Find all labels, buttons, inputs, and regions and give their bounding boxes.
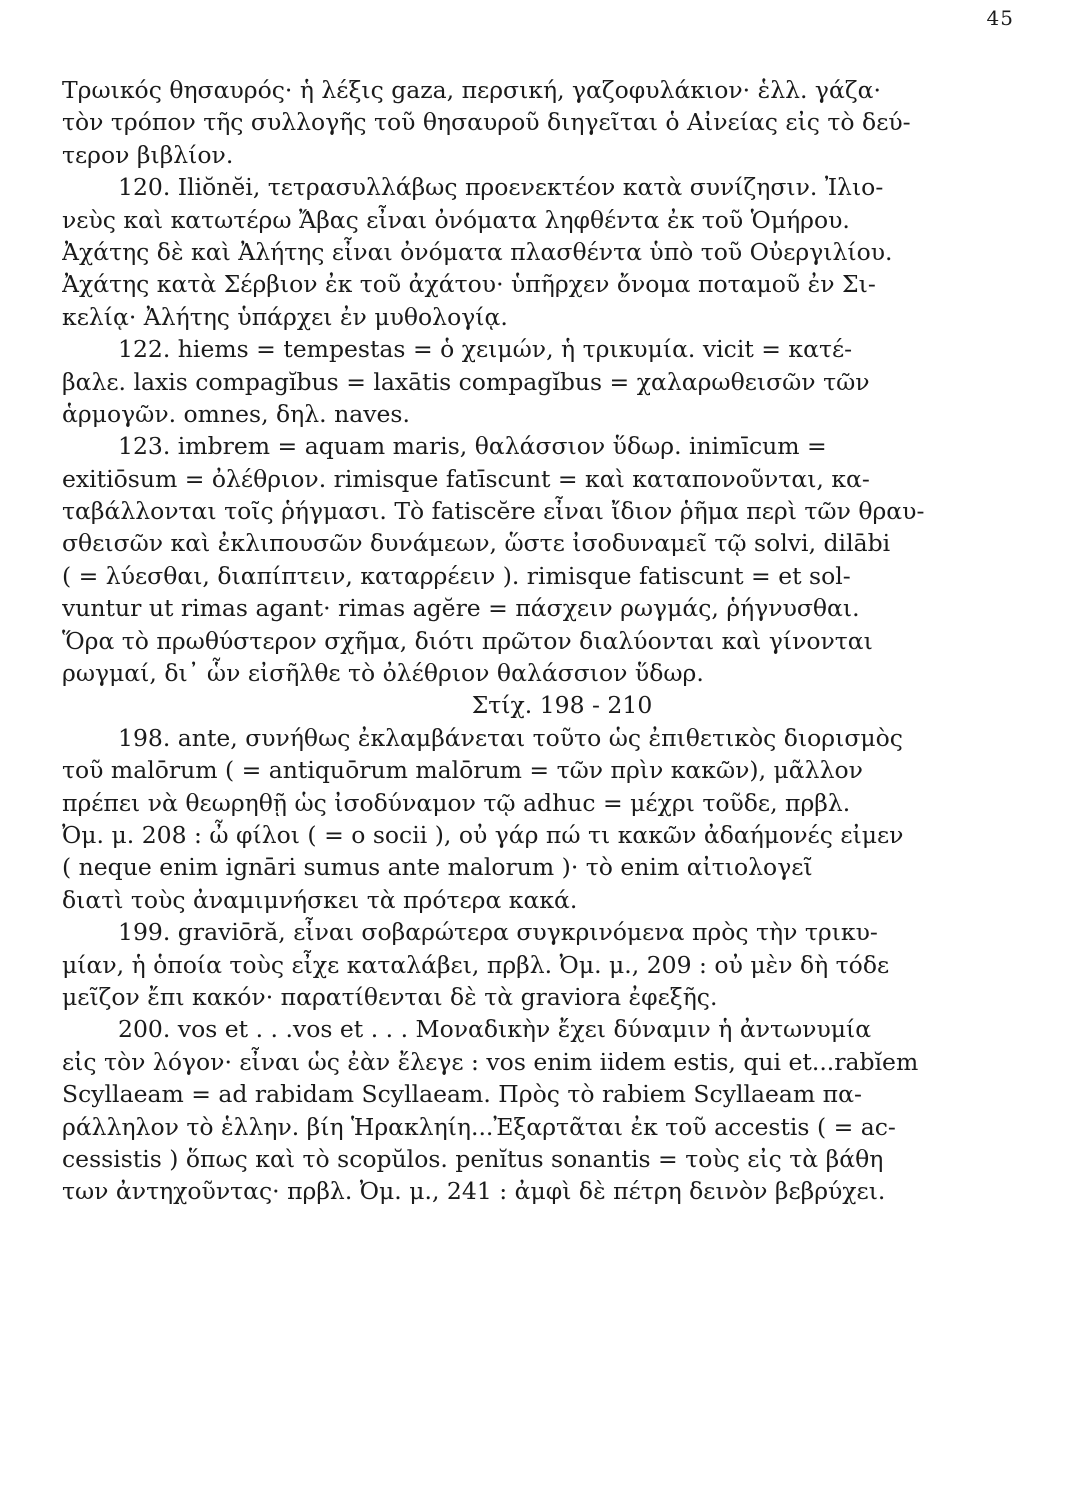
text-line: Ὀμ. μ. 208 : ὦ φίλοι ( = o socii ), οὐ γάρ πώ τι κακῶν ἀδαήμονές εἰμεν (62, 820, 904, 849)
text-line: τοῦ malōrum ( = antiquōrum malōrum = τῶν πρὶν κακῶν), μᾶλλον (62, 756, 863, 785)
section-heading: Στίχ. 198 - 210 (471, 691, 653, 720)
text-line: Ἀχάτης δὲ καὶ Ἀλήτης εἶναι ὀνόματα πλασθέντα ὑπὸ τοῦ Οὐεργιλίου. (62, 237, 893, 266)
page-number: 45 (986, 6, 1014, 30)
text-line: ( = λύεσθαι, διαπίπτειν, καταρρέειν ). rimisque fatiscunt = et sol- (62, 561, 851, 590)
text-line: ρωγμαί, δι᾽ ὧν εἰσῆλθε τὸ ὀλέθριον θαλάσσιον ὕδωρ. (62, 659, 704, 688)
text-line: εἰς τὸν λόγον· εἶναι ὡς ἐὰν ἔλεγε : vos enim iidem estis, qui et...rabĭem (62, 1047, 919, 1076)
text-line: 200. vos et . . .vos et . . . Μοναδικὴν ἔχει δύναμιν ἡ ἀντωνυμία (118, 1015, 872, 1044)
text-line: σθεισῶν καὶ ἐκλιπουσῶν δυνάμεων, ὥστε ἰσοδυναμεῖ τῷ solvi, dilābi (62, 529, 891, 558)
text-line: ἁρμογῶν. omnes, δηλ. naves. (62, 399, 410, 428)
text-line: cessistis ) ὅπως καὶ τὸ scopŭlos. penĭtus sonantis = τοὺς εἰς τὰ βάθη (62, 1144, 884, 1173)
text-line: τερον βιβλίον. (62, 140, 234, 169)
text-line: Scyllaeam = ad rabidam Scyllaeam. Πρὸς τὸ rabiem Scyllaeam πα- (62, 1080, 862, 1109)
text-line: exitiōsum = ὀλέθριον. rimisque fatīscunt = καὶ καταπονοῦνται, κα- (62, 464, 870, 493)
text-line: μίαν, ἡ ὁποία τοὺς εἶχε καταλάβει, πρβλ. Ὀμ. μ., 209 : οὐ μὲν δὴ τόδε (62, 950, 890, 979)
commentary-text (62, 74, 942, 1208)
text-line: βαλε. laxis compagĭbus = laxātis compagĭbus = χαλαρωθεισῶν τῶν (62, 367, 870, 396)
text-line: 120. Iliŏnĕi, τετρασυλλάβως προενεκτέον κατὰ συνίζησιν. Ἰλιο- (118, 173, 884, 202)
text-line: vuntur ut rimas agant· rimas agĕre = πάσχειν ρωγμάς, ῥήγνυσθαι. (62, 594, 860, 623)
text-line: νεὺς καὶ κατωτέρω Ἄβας εἶναι ὀνόματα ληφθέντα ἐκ τοῦ Ὁμήρου. (62, 205, 850, 234)
text-line: τὸν τρόπον τῆς συλλογῆς τοῦ θησαυροῦ διηγεῖται ὁ Αἰνείας εἰς τὸ δεύ- (62, 108, 911, 137)
text-line: 122. hiems = tempestas = ὁ χειμών, ἡ τρικυμία. vicit = κατέ- (118, 335, 853, 364)
text-line: 199. graviōră, εἶναι σοβαρώτερα συγκρινόμενα πρὸς τὴν τρικυ- (118, 918, 878, 947)
text-line: των ἀντηχοῦντας· πρβλ. Ὀμ. μ., 241 : ἀμφὶ δὲ πέτρη δεινὸν βεβρύχει. (62, 1177, 886, 1206)
text-line: Τρωικός θησαυρός· ἡ λέξις gaza, περσική, γαζοφυλάκιον· ἑλλ. γάζα· (62, 76, 881, 104)
text-line: μεῖζον ἔπι κακόν· παρατίθενται δὲ τὰ graviora ἐφεξῆς. (62, 982, 718, 1011)
text-line: πρέπει νὰ θεωρηθῇ ὡς ἰσοδύναμον τῷ adhuc = μέχρι τοῦδε, πρβλ. (62, 788, 851, 817)
text-line: ράλληλον τὸ ἑλλην. βίη Ἡρακληίη...Ἐξαρτᾶται ἐκ τοῦ accestis ( = ac- (62, 1112, 896, 1141)
text-line: ( neque enim ignāri sumus ante malorum )· τὸ enim αἰτιολογεῖ (62, 853, 813, 882)
text-line: 198. ante, συνήθως ἐκλαμβάνεται τοῦτο ὡς ἐπιθετικὸς διορισμὸς (118, 723, 903, 752)
text-line: κελίᾳ· Ἀλήτης ὑπάρχει ἐν μυθολογίᾳ. (62, 302, 508, 331)
text-line: διατὶ τοὺς ἀναμιμνήσκει τὰ πρότερα κακά. (62, 885, 578, 914)
text-line: Ἀχάτης κατὰ Σέρβιον ἐκ τοῦ ἀχάτου· ὑπῆρχεν ὄνομα ποταμοῦ ἐν Σι- (62, 270, 876, 299)
text-line: ταβάλλονται τοῖς ῥήγμασι. Τὸ fatiscĕre εἶναι ἴδιον ῥῆμα περὶ τῶν θραυ- (62, 497, 925, 526)
text-line: 123. imbrem = aquam maris, θαλάσσιον ὕδωρ. inimīcum = (118, 432, 827, 461)
text-line: Ὅρα τὸ πρωθύστερον σχῆμα, διότι πρῶτον διαλύονται καὶ γίνονται (62, 626, 873, 655)
